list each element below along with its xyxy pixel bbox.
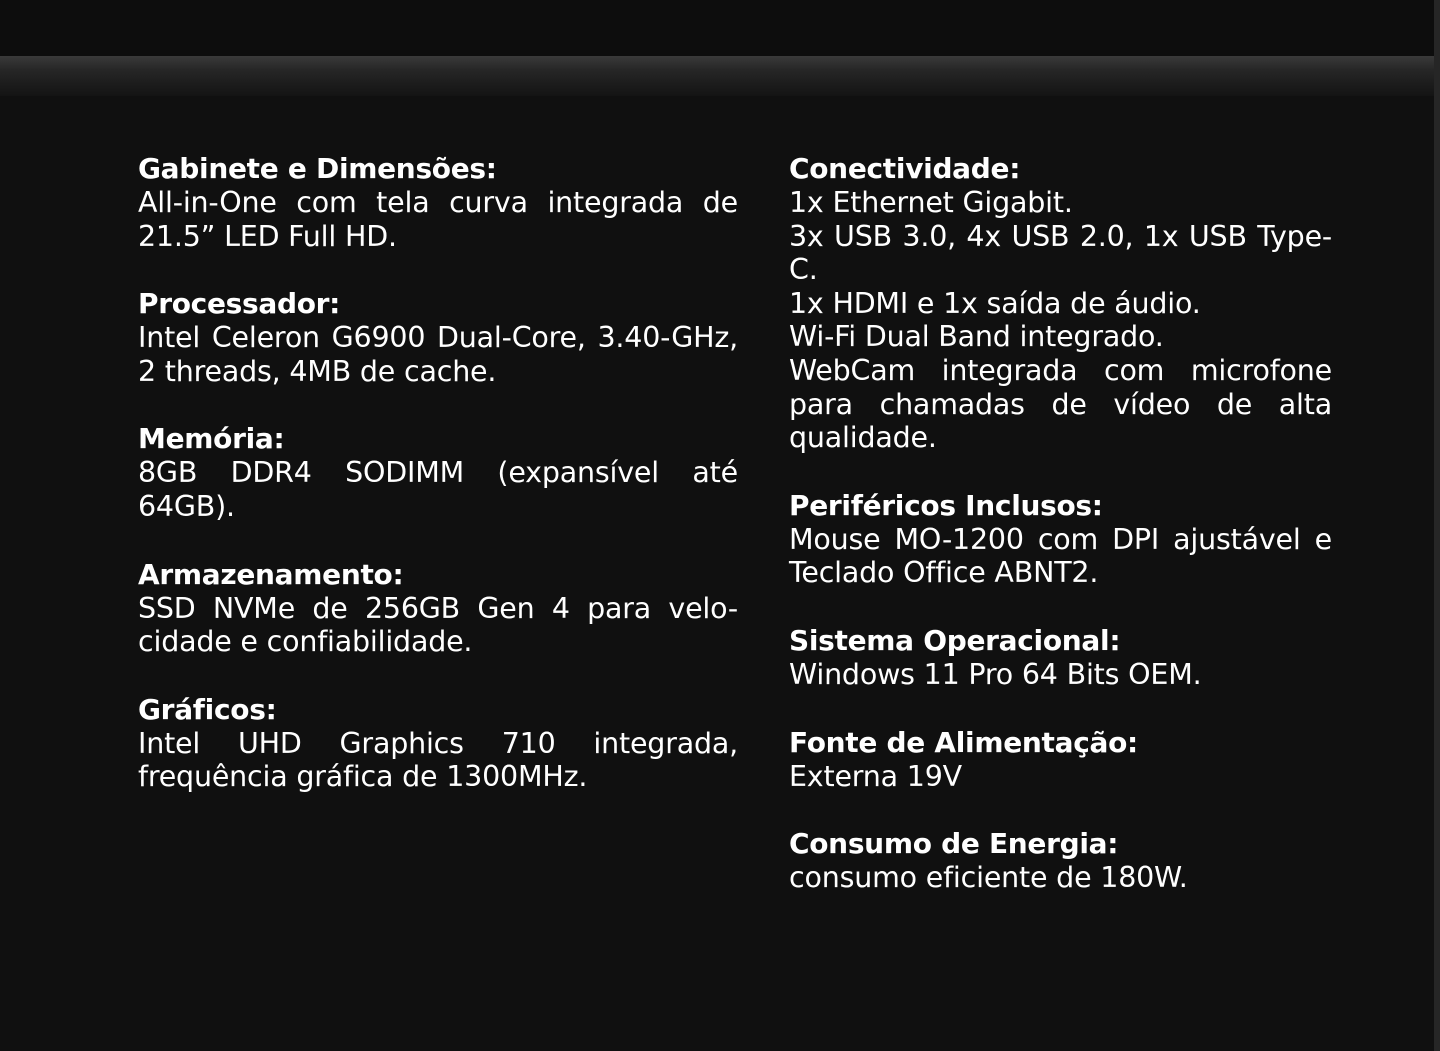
top-band: [0, 0, 1440, 56]
spec-title: Consumo de Energia:: [789, 827, 1119, 861]
spec-connectivity: [789, 152, 1332, 455]
spec-title: Periféricos Inclusos:: [789, 488, 1103, 522]
spec-power-consumption: [789, 827, 1332, 895]
spec-text: Intel UHD Graphics 710 integrada, frequência gráfica de 1300MHz.: [138, 726, 738, 794]
spec-text: All-in-One com tela curva integrada de 21.5” LED Full HD.: [138, 186, 738, 253]
spec-text: Mouse MO-1200 com DPI ajustável e Teclado Office ABNT2.: [789, 522, 1332, 590]
spec-title: Fonte de Alimentação:: [789, 725, 1138, 759]
spec-title: Memória:: [138, 422, 285, 456]
specs-right-column: [789, 152, 1332, 929]
spec-title: Armazenamento:: [138, 557, 404, 591]
spec-title: Gráficos:: [138, 692, 277, 726]
spec-title: Sistema Operacional:: [789, 623, 1121, 657]
spec-title: Conectividade:: [789, 152, 1021, 185]
spec-text: consumo eficiente de 180W.: [789, 861, 1188, 895]
spec-title: Processador:: [138, 287, 341, 321]
spec-storage: [138, 558, 738, 659]
spec-text: WebCam integrada com microfone para chamadas de vídeo de alta qualidade.: [789, 353, 1332, 455]
spec-power-supply: [789, 726, 1332, 794]
spec-cabinet: [138, 152, 738, 253]
header-strip: [0, 56, 1440, 96]
spec-text: 1x Ethernet Gigabit.: [789, 186, 1073, 219]
spec-text: Windows 11 Pro 64 Bits OEM.: [789, 657, 1202, 691]
spec-text: 3x USB 3.0, 4x USB 2.0, 1x USB Type-C.: [789, 219, 1332, 287]
spec-processor: [138, 287, 738, 388]
spec-peripherals: [789, 489, 1332, 590]
spec-operating-system: [789, 624, 1332, 692]
spec-title: Gabinete e Dimensões:: [138, 152, 497, 185]
spec-text: SSD NVMe de 256GB Gen 4 para velo-cidade e confiabilidade.: [138, 591, 738, 659]
spec-memory: [138, 422, 738, 523]
spec-text: Wi-Fi Dual Band integrado.: [789, 320, 1164, 354]
spec-text: Externa 19V: [789, 759, 962, 793]
specs-left-column: [138, 152, 738, 828]
spec-text: 1x HDMI e 1x saída de áudio.: [789, 286, 1201, 320]
spec-graphics: [138, 693, 738, 794]
page-edge: [1434, 0, 1440, 1051]
spec-text: 8GB DDR4 SODIMM (expansível até 64GB).: [138, 456, 738, 523]
spec-text: Intel Celeron G6900 Dual-Core, 3.40-GHz, 2 threads, 4MB de cache.: [138, 321, 738, 388]
